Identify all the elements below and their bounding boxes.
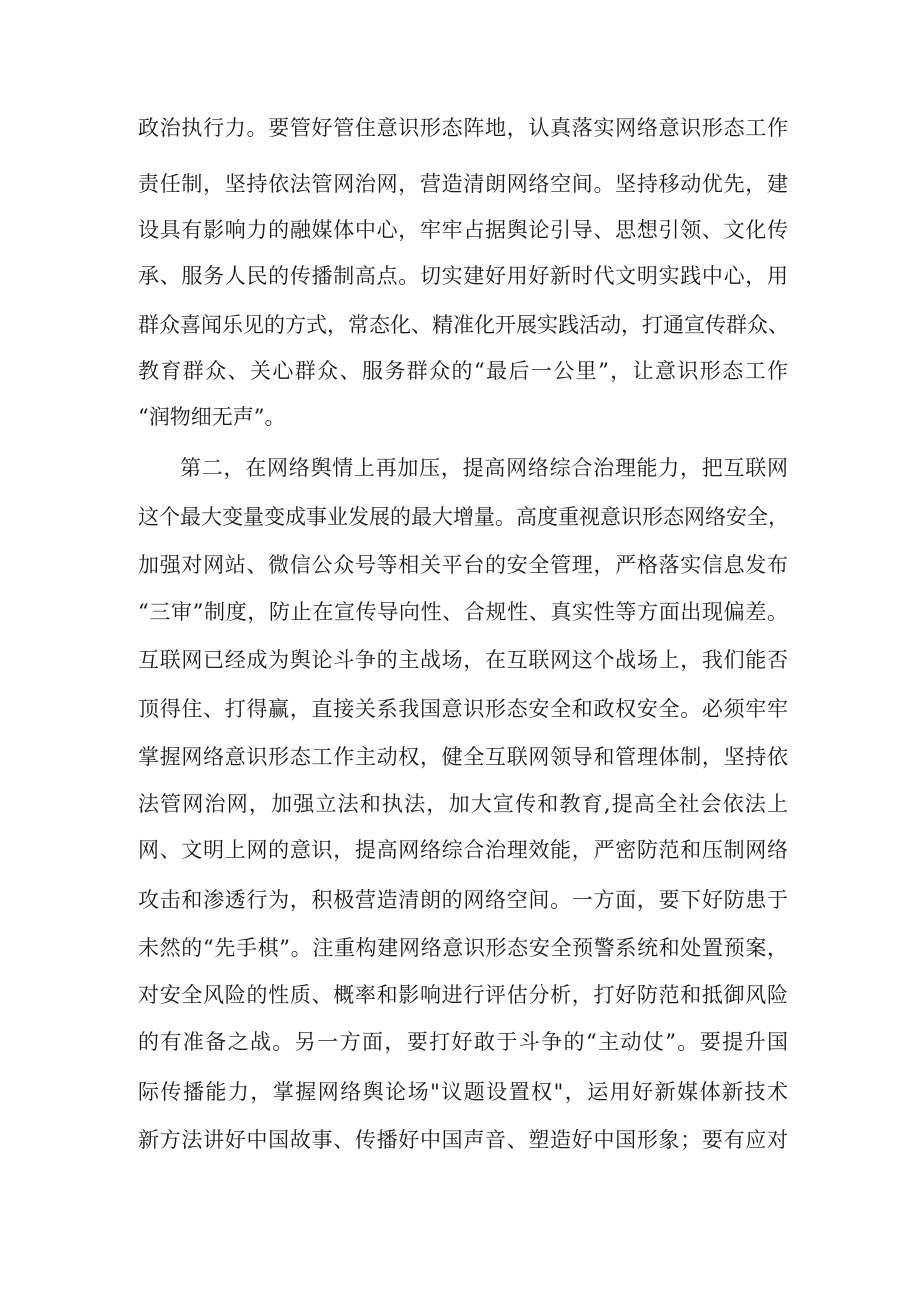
paragraph-line: 网、文明上网的意识，提高网络综合治理效能，严密防范和压制网络	[138, 838, 788, 862]
paragraph-line: 群众喜闻乐见的方式，常态化、精准化开展实践活动，打通宣传群众、	[138, 313, 789, 337]
paragraph-line: 互联网已经成为舆论斗争的主战场，在互联网这个战场上，我们能否	[138, 648, 788, 672]
paragraph-line: “三审”制度，防止在宣传导向性、合规性、真实性等方面出现偏差。	[138, 600, 788, 624]
paragraph-line: 教育群众、关心群众、服务群众的“最后一公里”，让意识形态工作	[138, 359, 788, 383]
paragraph-line: 这个最大变量变成事业发展的最大增量。高度重视意识形态网络安全，	[138, 505, 789, 529]
paragraph-line: 掌握网络意识形态工作主动权，健全互联网领导和管理体制，坚持依	[138, 745, 788, 769]
paragraph-line: 未然的“先手棋”。注重构建网络意识形态安全预警系统和处置预案，	[138, 936, 788, 960]
paragraph-line: 第二，在网络舆情上再加压，提高网络综合治理能力，把互联网	[180, 456, 788, 480]
paragraph-line: “润物细无声”。	[138, 405, 286, 429]
paragraph-line: 责任制，坚持依法管网治网，营造清朗网络空间。坚持移动优先，建	[138, 172, 788, 196]
paragraph-line: 法管网治网，加强立法和执法，加大宣传和教育,提高全社会依法上	[138, 792, 788, 816]
paragraph-line: 设具有影响力的融媒体中心，牢牢占据舆论引导、思想引领、文化传	[138, 218, 788, 242]
paragraph-line: 顶得住、打得赢，直接关系我国意识形态安全和政权安全。必须牢牢	[138, 697, 788, 721]
paragraph-line: 际传播能力，掌握网络舆论场"议题设置权"，运用好新媒体新技术	[138, 1080, 788, 1104]
paragraph-line: 的有准备之战。另一方面，要打好敢于斗争的“主动仗”。要提升国	[138, 1030, 788, 1054]
paragraph-line: 加强对网站、微信公众号等相关平台的安全管理，严格落实信息发布	[138, 553, 788, 577]
paragraph-line: 政治执行力。要管好管住意识形态阵地，认真落实网络意识形态工作	[138, 116, 788, 140]
paragraph-line: 攻击和渗透行为，积极营造清朗的网络空间。一方面，要下好防患于	[138, 888, 788, 912]
paragraph-line: 新方法讲好中国故事、传播好中国声音、塑造好中国形象；要有应对	[138, 1128, 788, 1152]
paragraph-line: 对安全风险的性质、概率和影响进行评估分析，打好防范和抵御风险	[138, 983, 788, 1007]
paragraph-line: 承、服务人民的传播制高点。切实建好用好新时代文明实践中心，用	[138, 264, 788, 288]
